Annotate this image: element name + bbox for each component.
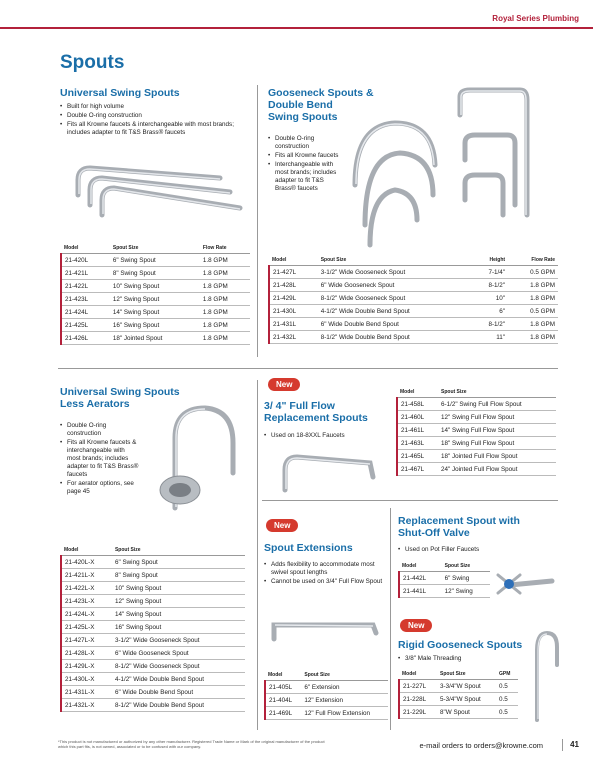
model-cell: 21-227L	[399, 680, 437, 693]
table-row	[61, 634, 245, 647]
table-row	[269, 305, 558, 318]
size-cell: 12" Extension	[301, 694, 388, 707]
column-divider	[390, 508, 391, 730]
table-row	[61, 332, 250, 345]
size-cell: 16" Swing Spout	[110, 319, 200, 332]
sec4-title-line: Replacement Spouts	[264, 412, 368, 424]
gpm-cell: 0.5	[496, 706, 518, 719]
height-cell: 8-1/2"	[472, 279, 509, 292]
model-cell: 21-441L	[399, 585, 442, 598]
model-cell: 21-431L	[269, 318, 318, 331]
footer-divider	[562, 739, 563, 751]
bullet: • Used on Pot Filler Faucets	[398, 546, 538, 554]
sec1-table	[60, 243, 250, 345]
size-cell: 6" Swing Spout	[110, 254, 200, 267]
col-header: Model	[269, 255, 318, 266]
table-row	[61, 608, 245, 621]
sec5-bullets	[264, 561, 384, 587]
size-cell: 14" Swing Spout	[112, 608, 245, 621]
size-cell: 8" Swing Spout	[112, 569, 245, 582]
sec7-table	[398, 669, 518, 719]
model-cell: 21-442L	[399, 572, 442, 585]
model-cell: 21-422L	[61, 280, 110, 293]
table-row	[397, 411, 556, 424]
model-cell: 21-424L-X	[61, 608, 112, 621]
sec2-title-line: Swing Spouts	[268, 111, 338, 123]
table-row	[61, 293, 250, 306]
full-flow-spout-image	[275, 445, 385, 500]
sec6-table	[398, 561, 490, 598]
flow-cell: 0.5 GPM	[508, 266, 558, 279]
table-row	[61, 595, 245, 608]
flow-cell: 1.8 GPM	[200, 332, 250, 345]
bullet: • Cannot be used on 3/4" Full Flow Spout	[264, 578, 384, 586]
sec7-title: Rigid Gooseneck Spouts	[398, 639, 523, 651]
size-cell: 6" Wide Gooseneck Spout	[318, 279, 472, 292]
col-header: Model	[399, 669, 437, 680]
table-row	[265, 694, 388, 707]
size-cell: 12" Swing Spout	[112, 595, 245, 608]
table-row	[61, 254, 250, 267]
table-row	[269, 331, 558, 344]
table-row	[397, 424, 556, 437]
col-header: Model	[265, 670, 301, 681]
size-cell: 8-1/2" Wide Double Bend Spout	[318, 331, 472, 344]
size-cell: 8-1/2" Wide Gooseneck Spout	[112, 660, 245, 673]
sec4-title-line: 3/ 4" Full Flow	[264, 400, 335, 412]
sec6-bullets	[398, 546, 538, 555]
model-cell: 21-404L	[265, 694, 301, 707]
size-cell: 12" Full Flow Extension	[301, 707, 388, 720]
size-cell: 12" Swing	[442, 585, 490, 598]
table-row	[61, 267, 250, 280]
flow-cell: 1.8 GPM	[508, 292, 558, 305]
sec6-title-line: Shut-Off Valve	[398, 527, 470, 539]
page-title: Spouts	[60, 52, 125, 73]
table-row	[61, 556, 245, 569]
sec5-title: Spout Extensions	[264, 542, 353, 554]
section-divider	[262, 500, 558, 501]
flow-cell: 1.8 GPM	[200, 319, 250, 332]
size-cell: 18" Swing Full Flow Spout	[438, 437, 556, 450]
model-cell: 21-425L	[61, 319, 110, 332]
col-header: Spout Size	[318, 255, 472, 266]
table-row	[61, 569, 245, 582]
new-badge: New	[266, 519, 298, 532]
model-cell: 21-428L-X	[61, 647, 112, 660]
sec6-title-line: Replacement Spout with	[398, 515, 520, 527]
size-cell: 3-1/2" Wide Gooseneck Spout	[112, 634, 245, 647]
col-header: Flow Rate	[508, 255, 558, 266]
col-header: Spout Size	[437, 669, 496, 680]
size-cell: 6" Wide Gooseneck Spout	[112, 647, 245, 660]
size-cell: 12" Swing Full Flow Spout	[438, 411, 556, 424]
model-cell: 21-469L	[265, 707, 301, 720]
col-header: Spout Size	[442, 561, 490, 572]
bullet: • Fits all Krowne faucets	[268, 152, 343, 160]
model-cell: 21-431L-X	[61, 686, 112, 699]
model-cell: 21-405L	[265, 681, 301, 694]
flow-cell: 0.5 GPM	[508, 305, 558, 318]
table-row	[269, 266, 558, 279]
table-row	[269, 279, 558, 292]
sec5-table	[264, 670, 388, 720]
size-cell: 4-1/2" Wide Double Bend Spout	[318, 305, 472, 318]
model-cell: 21-228L	[399, 693, 437, 706]
model-cell: 21-426L	[61, 332, 110, 345]
sec1-title: Universal Swing Spouts	[60, 87, 180, 99]
col-header: Spout Size	[438, 387, 556, 398]
size-cell: 6" Wide Double Bend Spout	[318, 318, 472, 331]
section-divider	[58, 368, 558, 369]
bullet: • Double O-ring construction	[60, 422, 140, 438]
model-cell: 21-421L-X	[61, 569, 112, 582]
height-cell: 10"	[472, 292, 509, 305]
sec4-table	[396, 387, 556, 476]
size-cell: 24" Jointed Full Flow Spout	[438, 463, 556, 476]
header-brand: Royal Series Plumbing	[492, 14, 579, 23]
size-cell: 3-3/4"W Spout	[437, 680, 496, 693]
table-row	[61, 673, 245, 686]
size-cell: 10" Swing Spout	[110, 280, 200, 293]
sec3-title-line: Universal Swing Spouts	[60, 386, 180, 398]
sec1-bullets	[60, 103, 250, 138]
col-header: Model	[61, 243, 110, 254]
height-cell: 6"	[472, 305, 509, 318]
table-row	[397, 450, 556, 463]
model-cell: 21-427L-X	[61, 634, 112, 647]
gpm-cell: 0.5	[496, 680, 518, 693]
table-row	[397, 437, 556, 450]
swing-spouts-image	[70, 150, 245, 235]
model-cell: 21-422L-X	[61, 582, 112, 595]
size-cell: 4-1/2" Wide Double Bend Spout	[112, 673, 245, 686]
model-cell: 21-423L-X	[61, 595, 112, 608]
model-cell: 21-430L	[269, 305, 318, 318]
bullet: • Fits all Krowne faucets & interchangeable with most brands; includes adapter to fit T&S Brass® faucets	[60, 439, 140, 479]
col-header: Flow Rate	[200, 243, 250, 254]
table-row	[399, 572, 490, 585]
bullet: • Double O-ring construction	[60, 112, 250, 120]
table-row	[61, 621, 245, 634]
col-header: Spout Size	[301, 670, 388, 681]
model-cell: 21-423L	[61, 293, 110, 306]
size-cell: 6" Extension	[301, 681, 388, 694]
model-cell: 21-429L	[269, 292, 318, 305]
size-cell: 6" Swing	[442, 572, 490, 585]
model-cell: 21-458L	[397, 398, 438, 411]
model-cell: 21-465L	[397, 450, 438, 463]
shutoff-valve-spout-image	[490, 555, 560, 610]
col-header: GPM	[496, 669, 518, 680]
model-cell: 21-432L-X	[61, 699, 112, 712]
bullet: • Double O-ring construction	[268, 135, 343, 151]
size-cell: 6" Swing Spout	[112, 556, 245, 569]
table-row	[61, 306, 250, 319]
bullet: • 3/8" Male Threading	[398, 655, 518, 663]
table-row	[399, 680, 518, 693]
bullet: • Used on 18-8XXL Faucets	[264, 432, 389, 440]
table-row	[61, 686, 245, 699]
bullet: • Built for high volume	[60, 103, 250, 111]
height-cell: 8-1/2"	[472, 318, 509, 331]
sec2-title-line: Double Bend	[268, 99, 333, 111]
column-divider	[257, 85, 258, 357]
size-cell: 5-3/4"W Spout	[437, 693, 496, 706]
footer-disclaimer: *This product is not manufactured or authorized by any other manufacturer. Registered Trade Name or Mark of the original manufacturer of the product which this part fits, is not owned, associated or to be confused with our company.	[58, 739, 325, 749]
table-row	[399, 693, 518, 706]
model-cell: 21-420L	[61, 254, 110, 267]
sec6-title	[398, 515, 520, 539]
model-cell: 21-421L	[61, 267, 110, 280]
model-cell: 21-427L	[269, 266, 318, 279]
table-row	[265, 707, 388, 720]
table-row	[399, 706, 518, 719]
table-row	[61, 647, 245, 660]
table-row	[61, 280, 250, 293]
flow-cell: 1.8 GPM	[508, 318, 558, 331]
size-cell: 18" Jointed Spout	[110, 332, 200, 345]
col-header: Model	[61, 545, 112, 556]
model-cell: 21-463L	[397, 437, 438, 450]
page-number: 41	[570, 740, 579, 749]
size-cell: 8"W Spout	[437, 706, 496, 719]
table-row	[269, 292, 558, 305]
rigid-gooseneck-image	[527, 625, 562, 725]
table-row	[61, 699, 245, 712]
model-cell: 21-424L	[61, 306, 110, 319]
table-row	[61, 582, 245, 595]
flow-cell: 1.8 GPM	[508, 331, 558, 344]
sec3-title-line: Less Aerators	[60, 398, 130, 410]
header-rule	[0, 27, 593, 29]
size-cell: 8" Swing Spout	[110, 267, 200, 280]
flow-cell: 1.8 GPM	[508, 279, 558, 292]
gooseneck-spouts-image	[345, 85, 555, 255]
sec2-bullets	[268, 135, 343, 194]
spout-extension-image	[268, 615, 383, 650]
col-header: Spout Size	[112, 545, 245, 556]
model-cell: 21-429L-X	[61, 660, 112, 673]
model-cell: 21-229L	[399, 706, 437, 719]
flow-cell: 1.8 GPM	[200, 306, 250, 319]
bullet: • Adds flexibility to accommodate most swivel spout lengths	[264, 561, 384, 577]
size-cell: 10" Swing Spout	[112, 582, 245, 595]
sec3-table	[60, 545, 245, 712]
model-cell: 21-420L-X	[61, 556, 112, 569]
size-cell: 14" Swing Spout	[110, 306, 200, 319]
sec4-bullets	[264, 432, 389, 441]
footer-email[interactable]: e-mail orders to orders@krowne.com	[419, 741, 543, 750]
model-cell: 21-432L	[269, 331, 318, 344]
col-header: Model	[399, 561, 442, 572]
size-cell: 6" Wide Double Bend Spout	[112, 686, 245, 699]
model-cell: 21-467L	[397, 463, 438, 476]
model-cell: 21-425L-X	[61, 621, 112, 634]
flow-cell: 1.8 GPM	[200, 293, 250, 306]
flow-cell: 1.8 GPM	[200, 267, 250, 280]
table-row	[397, 398, 556, 411]
bullet: • For aerator options, see page 45	[60, 480, 140, 496]
size-cell: 18" Jointed Full Flow Spout	[438, 450, 556, 463]
model-cell: 21-460L	[397, 411, 438, 424]
gpm-cell: 0.5	[496, 693, 518, 706]
sec4-title	[264, 400, 368, 424]
table-row	[269, 318, 558, 331]
sec2-title-line: Gooseneck Spouts &	[268, 87, 374, 99]
size-cell: 8-1/2" Wide Double Bend Spout	[112, 699, 245, 712]
size-cell: 3-1/2" Wide Gooseneck Spout	[318, 266, 472, 279]
less-aerator-spout-image	[145, 398, 245, 528]
table-row	[61, 660, 245, 673]
new-badge: New	[268, 378, 300, 391]
size-cell: 8-1/2" Wide Gooseneck Spout	[318, 292, 472, 305]
bullet: • Fits all Krowne faucets & interchangeable with most brands; includes adapter to fit T&S Brass® faucets	[60, 121, 250, 137]
size-cell: 6-1/2" Swing Full Flow Spout	[438, 398, 556, 411]
size-cell: 16" Swing Spout	[112, 621, 245, 634]
col-header: Model	[397, 387, 438, 398]
column-divider	[257, 380, 258, 730]
flow-cell: 1.8 GPM	[200, 280, 250, 293]
model-cell: 21-430L-X	[61, 673, 112, 686]
col-header: Height	[472, 255, 509, 266]
sec7-bullets	[398, 655, 518, 664]
height-cell: 7-1/4"	[472, 266, 509, 279]
sec3-bullets	[60, 422, 140, 497]
bullet: • Interchangeable with most brands; includes adapter to fit T&S Brass® faucets	[268, 161, 343, 193]
new-badge: New	[400, 619, 432, 632]
table-row	[265, 681, 388, 694]
model-cell: 21-461L	[397, 424, 438, 437]
table-row	[397, 463, 556, 476]
table-row	[399, 585, 490, 598]
flow-cell: 1.8 GPM	[200, 254, 250, 267]
height-cell: 11"	[472, 331, 509, 344]
col-header: Spout Size	[110, 243, 200, 254]
model-cell: 21-428L	[269, 279, 318, 292]
size-cell: 12" Swing Spout	[110, 293, 200, 306]
size-cell: 14" Swing Full Flow Spout	[438, 424, 556, 437]
table-row	[61, 319, 250, 332]
sec2-table	[268, 255, 558, 344]
